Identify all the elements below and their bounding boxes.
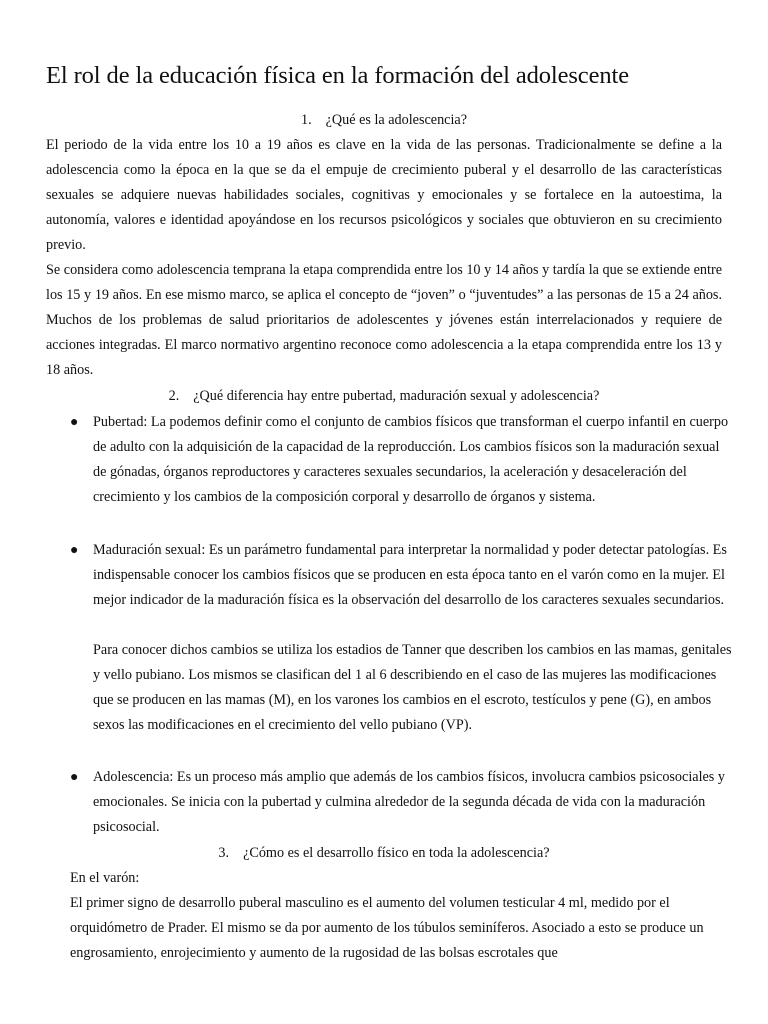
section-2-number: 2. [168, 388, 180, 404]
section-2-question: ¿Qué diferencia hay entre pubertad, maduración sexual y adolescencia? [193, 388, 600, 404]
list-item [0, 410, 768, 535]
bullet-icon: ● [70, 543, 79, 558]
section-1-heading [0, 108, 768, 133]
bullet-text-adolescencia: Adolescencia: Es un proceso más amplio que además de los cambios físicos, involucra cambios psicosociales y emocionales. Se inicia con la pubertad y culmina alrededor de la segunda década de vida con la maduración psicosocial. [93, 769, 725, 835]
section-1-number: 1. [300, 112, 312, 128]
section-1-paragraph-1: El periodo de la vida entre los 10 a 19 años es clave en la vida de las personas. Tradicionalmente se define a la adolescencia como la época en la que se da el empuje de crecimiento puberal y el desarrollo de las características sexuales se adquiere nuevas habilidades sociales, cognitivas y emocionales y se fortalece en la autoestima, la autonomía, valores e identidad apoyándose en los recursos psicológicos y sociales que obtuvieron en su crecimiento previo. [46, 137, 722, 253]
list-item [0, 538, 768, 763]
section-3-subheading: En el varón: [70, 870, 140, 886]
bullet-text-pubertad: Pubertad: La podemos definir como el conjunto de cambios físicos que transforman el cuerpo infantil en cuerpo de adulto con la adquisición de la capacidad de la reproducción. Los cambios físicos son la maduración sexual de gónadas, órganos reproductores y caracteres sexuales secundarios, la aceleración y desaceleración del crecimiento y los cambios de la composición corporal y desarrollo de órganos y sistema. [93, 414, 729, 505]
section-3-heading [0, 841, 768, 866]
bullet-icon: ● [70, 415, 79, 430]
section-1-question: ¿Qué es la adolescencia? [325, 112, 468, 128]
list-item [0, 765, 768, 840]
section-1-paragraph-2: Se considera como adolescencia temprana la etapa comprendida entre los 10 y 14 años y tardía la que se extiende entre los 15 y 19 años. En ese mismo marco, se aplica el concepto de “joven” o “juventudes” a las personas de 15 a 24 años. Muchos de los problemas de salud prioritarios de adolescentes y jóvenes están interrelacionados y requiere de acciones integradas. El marco normativo argentino reconoce como adolescencia a la etapa comprendida entre los 13 y 18 años. [46, 262, 722, 378]
bullet-text-maduracion: Maduración sexual: Es un parámetro fundamental para interpretar la normalidad y poder detectar patologías. Es indispensable conocer los cambios físicos que se producen en esta época tanto en el varón como en la mujer. El mejor indicador de la maduración física es la observación del desarrollo de los caracteres sexuales secundarios. [93, 542, 727, 608]
document-title: El rol de la educación física en la formación del adolescente [46, 62, 629, 89]
section-3-question: ¿Cómo es el desarrollo físico en toda la adolescencia? [243, 845, 550, 861]
bullet-text-maduracion-extra: Para conocer dichos cambios se utiliza los estadios de Tanner que describen los cambios en las mamas, genitales y vello pubiano. Los mismos se clasifican del 1 al 6 describiendo en el caso de las mujeres las modificaciones que se producen en las mamas (M), en los varones los cambios en el escroto, testículos y pene (G), en ambos sexos las modificaciones en el crecimiento del vello pubiano (VP). [93, 642, 732, 733]
bullet-icon: ● [70, 770, 79, 785]
section-2-heading [0, 384, 768, 409]
section-3-number: 3. [218, 845, 230, 861]
section-3-paragraph: El primer signo de desarrollo puberal masculino es el aumento del volumen testicular 4 ml, medido por el orquidómetro de Prader. El mismo se da por aumento de los túbulos seminíferos. Asociado a esto se produce un engrosamiento, enrojecimiento y aumento de la rugosidad de las bolsas escrotales que [70, 895, 704, 961]
